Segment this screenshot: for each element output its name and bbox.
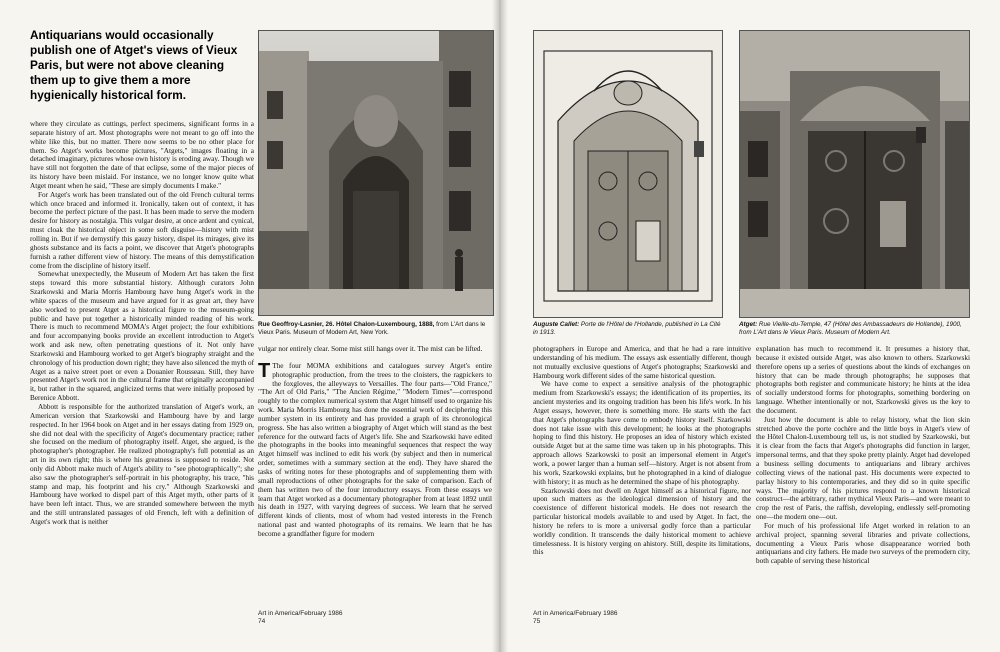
folio-right — [533, 610, 618, 626]
caption-text: Rue Vieille-du-Temple, 47 (Hôtel des Ambassadeurs de Hollande), 1900, from L'Art dans le Vieux Paris. Museum of Modern Art. — [739, 321, 962, 336]
caption-title: Atget: — [739, 321, 758, 328]
paragraph: photographers in Europe and America, and that he had a rare intuitive understanding of his medium. The essays ask essentially different, though not mutually exclusive questions of Atget's photographs; Szarkowski and Hambourg work different sides of the same historical question. — [533, 345, 751, 380]
left-column-1 — [30, 120, 254, 605]
pull-quote: Antiquarians would occasionally publish one of Atget's views of Vieux Paris, but were not above cleaning them up to give them a more hygienically historical form. — [30, 28, 238, 102]
engraving-doorway-image — [534, 31, 722, 317]
paragraph: For Atget's work has been translated out of the old French cultural terms which once braced and informed it. Ironically, taken out of context, it has become the perfect picture of the past. It has been made to serve the modern desire for history as nostalgia. This vulgar desire, at once ardent and cynical, must cloak the historical object in some soft disguise—history with mist rolling in. But if we demystify this gauzy history, dispel its mirages, give its ghosts substance and its facts a point, we discover that Atget's photographs furnish a rather different view of history. The means of this demystification come from the discipline of history itself. — [30, 190, 254, 270]
caption-text: Porte de l'Hôtel de l'Hollande, published in La Cité in 1913. — [533, 321, 721, 336]
paragraph: We have come to expect a sensitive analysis of the photographic medium from Szarkowski's essays; the identification of its properties, its ancient mysteries and its ongoing tradition has been his life's work. In his Atget essays, however, there is something more. He starts with the fact that Atget's photographs have come to embody history itself. Szarkowski does not take issue with this development; he looks at the photographs hoping to find this history. He proposes an idea of history which existed outside Atget but at the same time was taken up in his photographs. This approach allows Szarkowski to posit an impersonal element in Atget's work, a power larger than a human self—history. Atget is not absent from his work, Szarkowski explains, but he photographed in a kind of dialogue with history; it as much as he determined the shape of his photography. — [533, 380, 751, 486]
paragraph: For much of his professional life Atget worked in relation to an archival project, spanning several libraries and private collections, documenting a Vieux Paris whose disappearance worried both antiquarians and city fathers. He made two surveys of the premodern city, both capable of serving these historical — [756, 521, 970, 566]
right-column-2 — [756, 345, 970, 607]
folio-publication: Art in America/February 1986 — [533, 610, 618, 617]
paragraph: Szarkowski does not dwell on Atget himself as a historical figure, nor upon such matters as the ideological dimension of history and the coexistence of different historical models. He does not research the particular historical models available to and used by Atget. In fact, the history he refers to is more a universal godly force than a particular worldly condition. It transcends the daily historical moment to achieve timelessness. It is history verging on ahistory. Still, despite its limitations, this — [533, 486, 751, 557]
courtyard-doorway-image — [740, 31, 969, 317]
paragraph-dropcap — [258, 359, 492, 539]
paragraph: where they circulate as cuttings, perfect specimens, significant forms in a separate history of art. Most photographs were not meant to go off into the white like this, but no matter. There now seems to be no other place for them. So Atget's works become pictures, "Atgets," images floating in a detached imaginary, pictures whose own history is eroding away. Though we have still not forgotten the date of that eclipse, some of the major pieces of its history have been mislaid. For instance, we no longer know quite what Atget meant when he said, "These are simply documents I make." — [30, 120, 254, 190]
caption-title: Auguste Callet: — [533, 321, 580, 328]
paragraph: Abbott is responsible for the authorized translation of Atget's work, an American version that Szarkowski and Hambourg have by and large respected. In her 1964 book on Atget and in her essays dating from 1929 on, she did not deal with the specificity of Atget's documentary practice; rather she focused on the medium of photography itself. Atget, she argued, is the photographer's photographer. He realized photography's full potential as an art in its own right; this is where his greatness is supposed to reside. Not only did Abbott make much of Atget's ability to "see photographically"; she also saw the photographer's self-portrait in his photography, his trace, "his stamp and map, his footprint and his cry." Although Szarkowski and Hambourg have worked to dispel part of this Atget myth, other parts of it have been left intact. Thus, we are stranded somewhere between the myth and the still untranslated passages of old French, left with a definition of Atget's work that is neither — [30, 403, 254, 526]
paragraph: The four MOMA exhibitions and catalogues survey Atget's entire photographic production, from the trees to the cloisters, the ragpickers to the foxgloves, the alleyways to Versailles. The four parts—"Old France," "The Art of Old Paris," "The Ancien Régime," "Modern Times"—correspond roughly to the complex numerical system that Atget himself used to organize his work. Maria Morris Hambourg has done the essential work of deciphering this number system in its entirety and has provided a graph of its chronological progress. She has also written a biography of Atget which will stand as the best reference for the outward facts of Atget's life. She and Szarkowski have edited the photographs in the books into meaningful sequences that respect the way Atget himself was inclined to edit his work (by subject and then in numerical order, sometimes with a summary section at the end). They have shared the tasks of writing notes for these photographs and of supplementing them with small reproductions of other photographs for the sake of comparison. Each of them has written two of the four introductory essays. From these essays we learn that Atget worked as a documentary photographer from at least 1892 until his death in 1927, with varying degrees of success. We learn that he served different kinds of clients, most of whom had vested interests in the French national past and wanted photographs of its remains. We learn that he has become a grandfather figure for modern — [258, 361, 492, 538]
caption-photo-2 — [533, 321, 721, 336]
caption-photo-3 — [739, 321, 968, 336]
photo-porte-hotel-hollande — [533, 30, 723, 318]
photo-hotel-chalon-luxembourg — [258, 30, 494, 316]
paragraph: Somewhat unexpectedly, the Museum of Modern Art has taken the first steps toward this more substantial history. Although curators John Szarkowski and Maria Morris Hambourg have hung Atget's work in the white spaces of the museum and have argued for it as great art, they have also worked to present Atget as a historical figure to the museum-going public and have put together a historically minded reading of his work. There is much to recommend MOMA's Atget project; the four exhibitions and four accompanying books provide an excellent introduction to Atget's work and ask new, often penetrating questions of it. Not only have Szarkowski and Hambourg worked to get Atget's biography straight and the chronology of his production down right; they have also silenced the myth of Atget as a naive street poet or even a Douanier Rousseau. Still, they have presented Atget's work not in the cultural frame that originally accompanied it, but rather in the squared, anglicized terms that were initially proposed by Berenice Abbott. — [30, 270, 254, 403]
paragraph: vulgar nor entirely clear. Some mist still hangs over it. The mist can be lifted. — [258, 345, 483, 353]
drop-cap: T — [258, 359, 271, 382]
folio-publication: Art in America/February 1986 — [258, 610, 343, 617]
right-page — [500, 0, 1000, 652]
page-number: 74 — [258, 618, 266, 625]
caption-photo-1 — [258, 321, 492, 336]
paragraph: Just how the document is able to relay history, what the lion skin stretched above the porte cochère and the little boys in Atget's view of the Hôtel Chalon-Luxembourg tell us, is not studied by Szarkowski, but it is clear from the facts that Atget's photographs did function in larger, impersonal terms, and that they spoke pretty plainly. Atget had developed a business selling documents to antiquarians and library archives collecting views of the national past. His documents were expected to parlay history to his contemporaries, and they did so in quite specific ways. The majority of his pictures respond to a known historical construct—the arbitrary, rather mythical Vieux Paris—and were meant to crop the rest of Paris, the raffish, developing, endlessly self-promoting one—the modern one—out. — [756, 415, 970, 522]
caption-title: Rue Geoffroy-Lasnier, 26. Hôtel Chalon-Luxembourg, 1888, — [258, 321, 435, 328]
paragraph: explanation has much to recommend it. It presumes a history that, because it existed outside Atget, was also known to others. Szarkowski therefore opens up a series of questions about the kinds of exchanges on history that can be made through photographs; he supposes that photographs both register and communicate history; he hints at the idea of socially understood forms for photographs, something bordering on language. Whether intentionally or not, Szarkowski gives us the key to the document. — [756, 345, 970, 415]
page-number: 75 — [533, 618, 541, 625]
photo-rue-vieille-du-temple — [739, 30, 970, 318]
building-facade-image — [259, 31, 493, 315]
caption-text: from L'Art dans le Vieux Paris. Museum of Modern Art, New York. — [258, 321, 486, 336]
folio-left — [258, 610, 343, 626]
left-column-2 — [258, 345, 492, 607]
book-gutter — [492, 0, 508, 652]
right-column-1 — [533, 345, 751, 607]
